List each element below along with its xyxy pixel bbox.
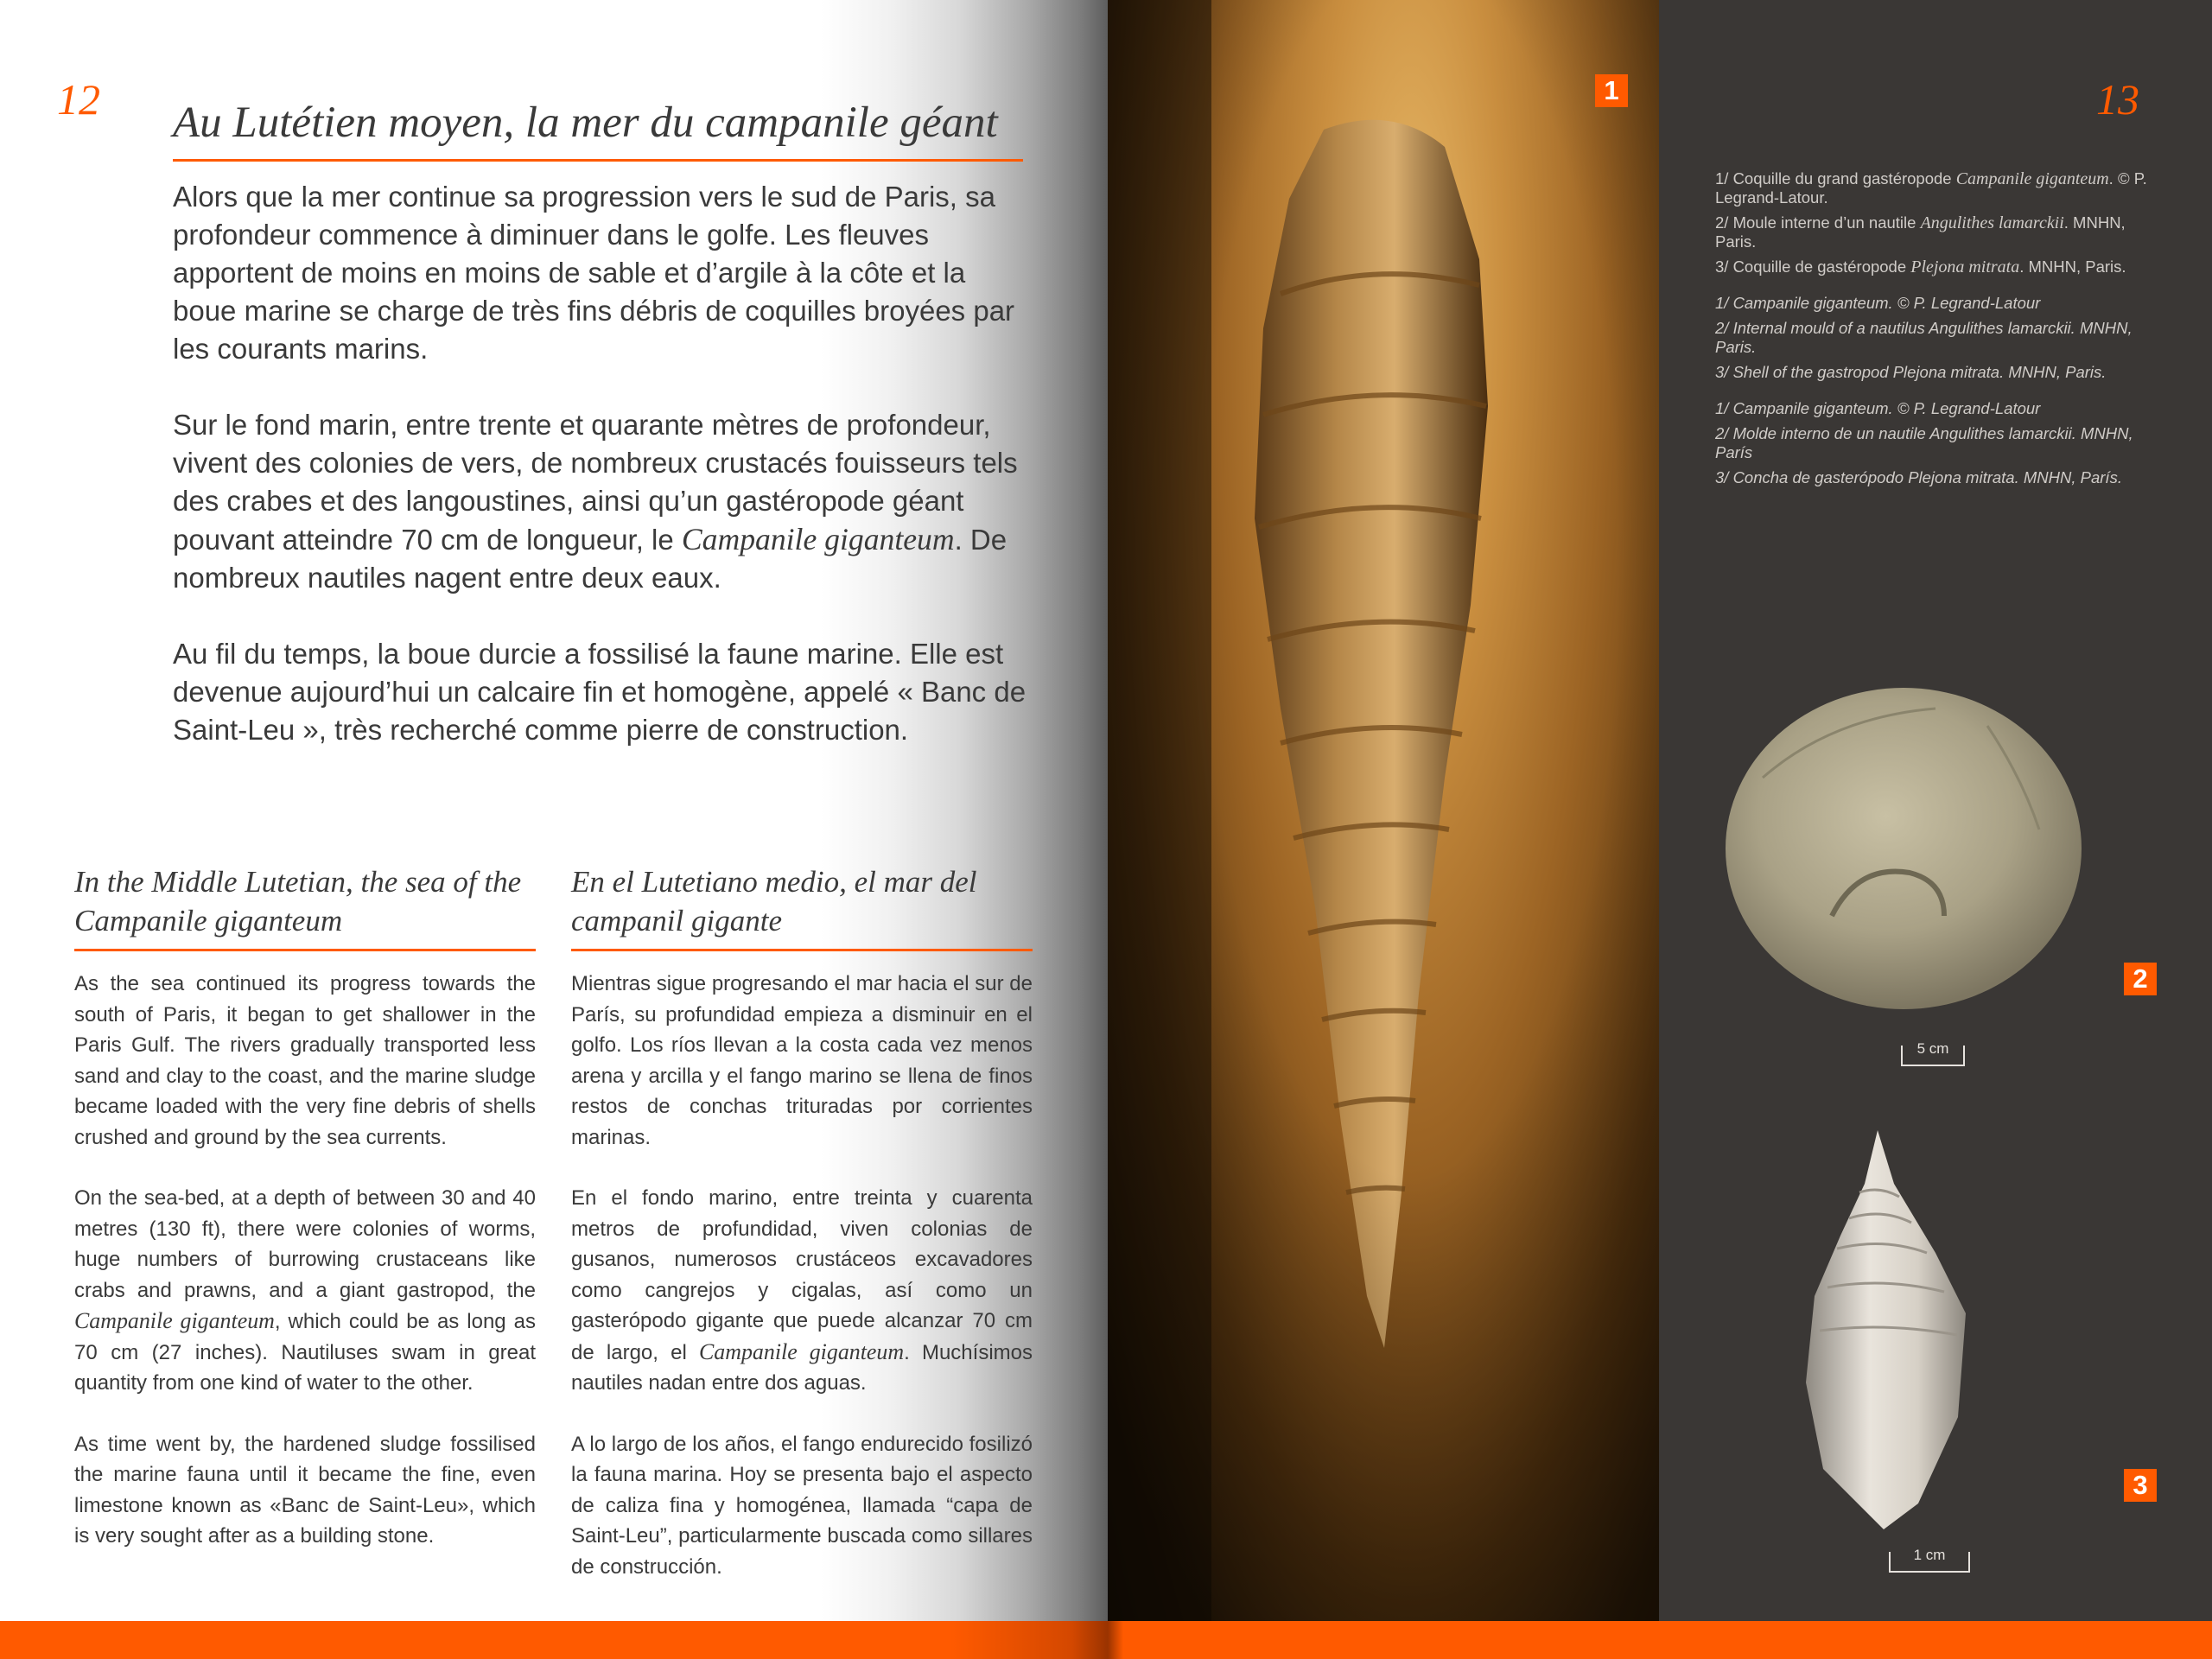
es-paragraph-3: A lo largo de los años, el fango endurecido fosilizó la fauna marina. Hoy se presenta bajo el aspecto de caliza fina y homogénea, llamada “capa de Saint-Leu”, particularmente buscada como sillares de construcción. (571, 1432, 1033, 1579)
figure-badge-3: 3 (2124, 1469, 2157, 1502)
spanish-text (571, 969, 1033, 1582)
species-name: Campanile giganteum (74, 1308, 275, 1333)
captions-french (1715, 169, 2164, 276)
english-title: In the Middle Lutetian, the sea of the Campanile giganteum (74, 865, 522, 938)
campanile-photo (1108, 0, 1659, 1621)
es-paragraph-1: Mientras sigue progresando el mar hacia el sur de París, su profundidad empieza a disminuir en el golfo. Los ríos llevan a la costa cada vez menos arena y arcilla y el fango marino se llena de finos restos de conchas trituradas por corrientes marinas. (571, 972, 1033, 1149)
spanish-title-rule (571, 949, 1033, 951)
species-name: Campanile giganteum (699, 1338, 905, 1364)
caption-text: 2/ Moule interne d’un nautile (1715, 213, 1921, 232)
french-text (173, 178, 1028, 749)
en-paragraph-3: As time went by, the hardened sludge fossilised the marine fauna until it became the fine, even limestone known as «Banc de Saint-Leu», which is very sought after as a building stone. (74, 1432, 536, 1548)
species-name: Campanile giganteum (681, 522, 955, 556)
plejona-shell (1806, 1130, 1966, 1529)
captions-english (1715, 294, 2164, 382)
species-name: Campanile giganteum (1955, 169, 2109, 188)
fr-paragraph-2-start: Sur le fond marin, entre trente et quarante mètres de profondeur, vivent des colonies de vers, de nombreux crustacés fouisseurs tels des crabes et des langoustines, ainsi qu’un gastéropode géant pouvant atteindre 70 cm de longueur, le (173, 409, 1018, 556)
caption-fr-1 (1715, 169, 2164, 207)
captions-spanish (1715, 399, 2164, 487)
caption-text: . © P. Legrand-Latour. (1715, 169, 2147, 207)
spanish-title: En el Lutetiano medio, el mar del campanil gigante (571, 865, 977, 938)
caption-en-1: 1/ Campanile giganteum. © P. Legrand-Latour (1715, 294, 2041, 312)
en-paragraph-2-end: , which could be as long as 70 cm (27 inches). Nautiluses swam in great quantity from one kind of water to the other. (74, 1310, 536, 1395)
fr-paragraph-1: Alors que la mer continue sa progression vers le sud de Paris, sa profondeur commence à diminuer dans le golfe. Les fleuves apportent de moins en moins de sable et d’argile à la côte et la boue marine se charge de très fins débris de coquilles broyées par les courants marins. (173, 181, 1015, 365)
english-text (74, 969, 536, 1552)
species-name: Plejona mitrata (1910, 257, 2020, 276)
scale-label-1cm: 1 cm (1913, 1547, 1946, 1563)
main-title: Au Lutétien moyen, la mer du campanile géant (173, 99, 998, 147)
english-title-rule (74, 949, 536, 951)
title-rule (173, 159, 1023, 162)
fr-paragraph-2-end: . De nombreux nautiles nagent entre deux eaux. (173, 524, 1007, 594)
es-paragraph-2-end: . Muchísimos nautiles nadan entre dos aguas. (571, 1340, 1033, 1395)
caption-es-1: 1/ Campanile giganteum. © P. Legrand-Latour (1715, 399, 2041, 417)
caption-text: . MNHN, Paris. (2019, 257, 2126, 276)
caption-es-3: 3/ Concha de gasterópodo Plejona mitrata. MNHN, París. (1715, 468, 2122, 486)
caption-en-2: 2/ Internal mould of a nautilus Angulithes lamarckii. MNHN, Paris. (1715, 319, 2133, 356)
footer-bar (0, 1621, 2212, 1659)
figure-badge-1: 1 (1595, 74, 1628, 107)
caption-text: 1/ Coquille du grand gastéropode (1715, 169, 1956, 188)
scale-bar-1cm (1889, 1547, 1970, 1573)
scale-label-5cm: 5 cm (1916, 1040, 1949, 1057)
en-paragraph-2 (74, 1183, 536, 1399)
es-paragraph-2 (571, 1183, 1033, 1399)
es-paragraph-2-start: En el fondo marino, entre treinta y cuarenta metros de profundidad, viven colonias de gusanos, numerosos crustáceos excavadores como cangrejos y cigalas, así como un gasterópodo gigante que puede alcanzar 70 cm de largo, el (571, 1186, 1033, 1364)
page-number-left: 12 (57, 75, 100, 124)
caption-es-2: 2/ Molde interno de un nautile Angulithes lamarckii. MNHN, París (1715, 424, 2133, 461)
caption-text: . MNHN, Paris. (1715, 213, 2126, 251)
scale-bar-5cm (1901, 1040, 1965, 1066)
caption-fr-3 (1715, 257, 2164, 276)
captions (1715, 169, 2164, 505)
en-paragraph-1: As the sea continued its progress towards the south of Paris, it began to get shallower in the Paris Gulf. The rivers gradually transported less sand and clay to the coast, and the marine sludge became loaded with the very fine debris of shells crushed and ground by the sea currents. (74, 972, 536, 1149)
campanile-shell-image (1108, 0, 1659, 1621)
caption-en-3: 3/ Shell of the gastropod Plejona mitrata. MNHN, Paris. (1715, 363, 2107, 381)
page-number-right: 13 (2096, 75, 2139, 124)
caption-fr-2 (1715, 213, 2164, 251)
nautilus-mould (1726, 688, 2082, 1009)
figure-badge-2: 2 (2124, 963, 2157, 995)
species-name: Angulithes lamarckii (1920, 213, 2064, 232)
en-paragraph-2-start: On the sea-bed, at a depth of between 30 and 40 metres (130 ft), there were colonies of worms, huge numbers of burrowing crustaceans like crabs and prawns, and a giant gastropod, the (74, 1186, 536, 1302)
fr-paragraph-3: Au fil du temps, la boue durcie a fossilisé la faune marine. Elle est devenue aujourd’hui un calcaire fin et homogène, appelé « Banc de Saint-Leu », très recherché comme pierre de construction. (173, 638, 1027, 746)
fr-paragraph-2 (173, 406, 1028, 597)
caption-text: 3/ Coquille de gastéropode (1715, 257, 1911, 276)
